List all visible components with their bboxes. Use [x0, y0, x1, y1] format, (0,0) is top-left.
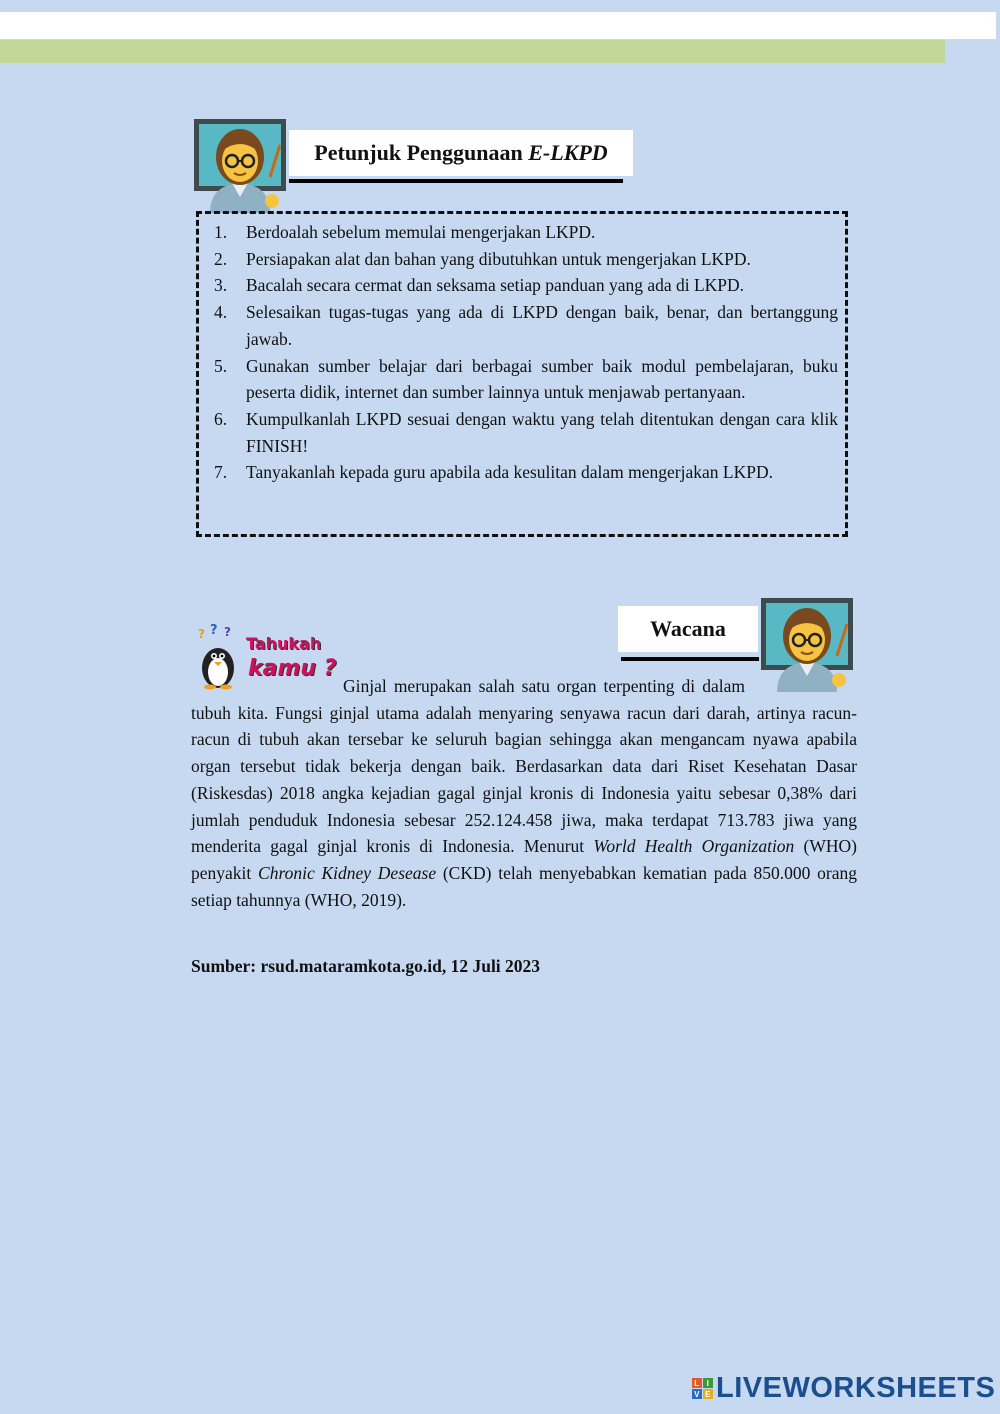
liveworksheets-wordmark: LIVEWORKSHEETS	[716, 1372, 996, 1404]
wacana-title-underline	[621, 657, 759, 661]
instructions-list	[214, 219, 838, 486]
list-item: 7. Tanyakanlah kepada guru apabila ada kesulitan dalam mengerjakan LKPD.	[214, 462, 773, 483]
svg-text:?: ?	[210, 624, 218, 638]
wacana-title-text: Wacana	[650, 616, 726, 641]
list-item: 6. Kumpulkanlah LKPD sesuai dengan waktu yang telah ditentukan dengan cara klik FINISH!	[214, 408, 838, 456]
instructions-title	[289, 130, 633, 176]
wacana-paragraph: Ginjal merupakan salah satu organ terpenting di dalam tubuh kita. Fungsi ginjal utama adalah menyaring senyawa racun dari darah, artinya racun-racun di tubuh akan tersebar ke seluruh bagian sehingga akan mengancam nyawa apabila organ tersebut tidak bekerja dengan baik. Berdasarkan data dari Riset Kesehatan Dasar (Riskesdas) 2018 angka kejadian gagal ginjal kronis di Indonesia yaitu sebesar 0,38% dari jumlah penduduk Indonesia sebesar 252.124.458 jiwa, maka terdapat 713.783 jiwa yang menderita gagal ginjal kronis di Indonesia. Menurut World Health Organization (WHO) penyakit Chronic Kidney Desease (CKD) telah menyebabkan kematian pada 850.000 orang setiap tahunnya (WHO, 2019).	[191, 676, 858, 910]
list-item: 3. Bacalah secara cermat dan seksama setiap panduan yang ada di LKPD.	[214, 275, 745, 296]
liveworksheets-brand[interactable]	[692, 1372, 995, 1405]
teacher-icon	[192, 117, 288, 213]
wacana-title	[618, 606, 758, 652]
instructions-title-emphasis: E-LKPD	[528, 140, 608, 165]
top-white-band	[0, 12, 996, 39]
kamu-text: kamu ?	[248, 656, 337, 681]
instructions-title-underline	[289, 179, 623, 183]
top-green-band	[0, 40, 945, 63]
list-item: 1. Berdoalah sebelum memulai mengerjakan LKPD.	[214, 222, 596, 242]
instructions-title-prefix: Petunjuk Penggunaan	[314, 140, 529, 165]
list-item: 5. Gunakan sumber belajar dari berbagai sumber baik modul pembelajaran, buku peserta didik, internet dan sumber lainnya untuk menjawab pertanyaan.	[214, 355, 838, 403]
list-item: 2. Persiapakan alat dan bahan yang dibutuhkan untuk mengerjakan LKPD.	[214, 248, 751, 269]
svg-text:?: ?	[224, 625, 231, 639]
list-item: 4. Selesaikan tugas-tugas yang ada di LKPD dengan baik, benar, dan bertanggung jawab.	[214, 302, 838, 349]
svg-text:?: ?	[198, 627, 205, 641]
source-citation: Sumber: rsud.mataramkota.go.id, 12 Juli 2023	[191, 956, 541, 976]
tahukah-text: Tahukah	[246, 634, 322, 653]
liveworksheets-logo-icon: L I V E	[692, 1378, 713, 1399]
